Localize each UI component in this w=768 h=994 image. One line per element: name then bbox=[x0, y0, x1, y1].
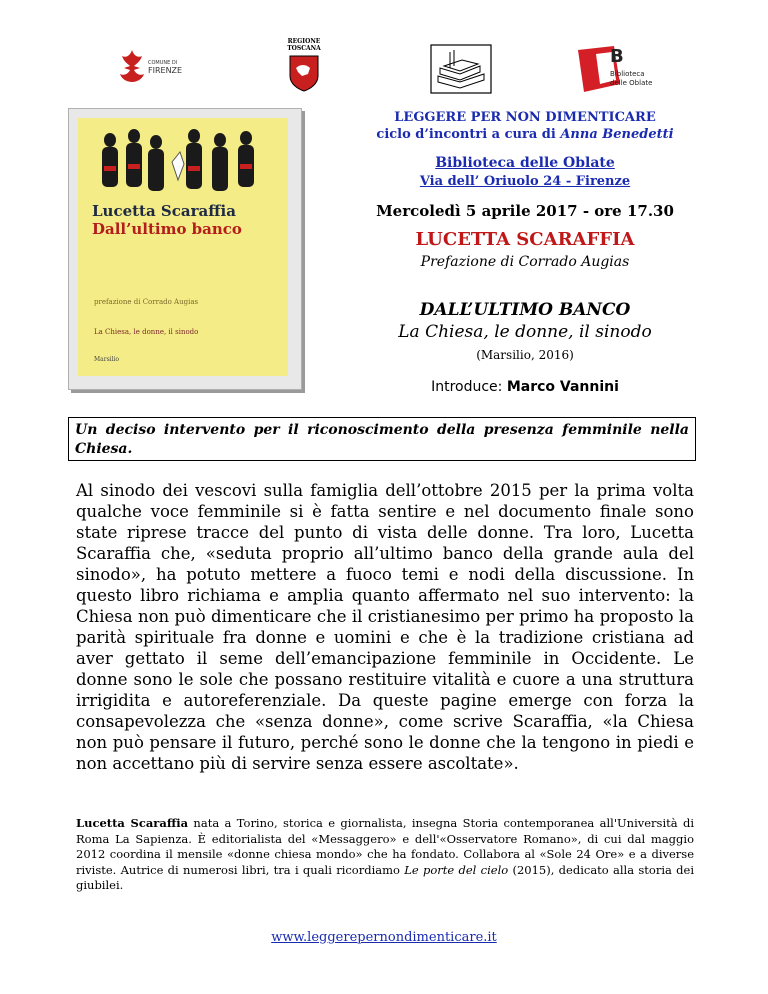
introducer bbox=[330, 379, 720, 395]
preface-credit: Prefazione di Corrado Augias bbox=[420, 254, 630, 270]
series-curator: Anna Benedetti bbox=[560, 127, 674, 142]
library-address: Via dell’ Oriuolo 24 - Firenze bbox=[419, 174, 631, 189]
series-subtitle-prefix: ciclo d’incontri a cura di bbox=[376, 127, 561, 142]
author-bio bbox=[76, 816, 694, 894]
toscana-logo-line1: REGIONE bbox=[287, 38, 321, 45]
series-title: LEGGERE PER NON DIMENTICARE bbox=[394, 110, 656, 125]
biblioteca-oblate-logo bbox=[574, 44, 664, 96]
bio-book: Le porte del cielo bbox=[404, 862, 509, 877]
book-cover-image bbox=[78, 118, 288, 376]
cover-publisher: Marsilio bbox=[94, 356, 120, 363]
cover-title: Dall’ultimo banco bbox=[92, 220, 242, 238]
book-subtitle: La Chiesa, le donne, il sinodo bbox=[398, 322, 652, 342]
bio-text-1: nata a Torino, storica e giornalista, insegna Storia contemporanea all'Università di Roma La Sapienza. È editorialista del «Messaggero» e dell'«Osservatore Romano», di cui dal maggio 2012 coordina il mensile «donne chiesa mondo» che ha fondato. Collabora al «Sole 24 Ore» e a diverse riviste. Autrice di numerosi libri, tra i quali ricordiamo bbox=[76, 816, 695, 877]
cover-author: Lucetta Scaraffia bbox=[92, 202, 236, 220]
firenze-logo-line2: FIRENZE bbox=[148, 66, 183, 75]
firenze-logo-line1: COMUNE DI bbox=[148, 60, 178, 66]
oblate-logo-line2: delle Oblate bbox=[610, 79, 653, 87]
introducer-name: Marco Vannini bbox=[506, 379, 619, 395]
description-paragraph: Al sinodo dei vescovi sulla famiglia dell’ottobre 2015 per la prima volta qualche voce femminile si è fatta sentire e nel documento finale sono state riprese tracce del punto di vista delle donne. Tra loro, Lucetta Scaraffia che, «seduta proprio all’ultimo banco della grande aula del sinodo», ha potuto mettere a fuoco temi e nodi della discussione. In questo libro richiama e amplia quanto affermato nel suo intervento: la Chiesa non può dimenticare che il cristianesimo per primo ha proposto la parità spirituale fra donne e uomini e che è la tradizione cristiana ad aver gettato il seme dell’emancipazione femminile in Occidente. Le donne sono le sole che possano restituire vitalità e cuore a una struttura irrigidita e autoreferenziale. Da queste pagine emerge con forza la consapevolezza che «senza donne», come scrive Scaraffia, «la Chiesa non può pensare il futuro, perché sono le donne che la tengono in piedi e non accettano più di servire senza essere ascoltate». bbox=[76, 481, 694, 773]
cover-subtitle: La Chiesa, le donne, il sinodo bbox=[94, 328, 199, 336]
cover-preface: prefazione di Corrado Augias bbox=[94, 298, 199, 306]
author-name: LUCETTA SCARAFFIA bbox=[415, 229, 635, 250]
bio-name: Lucetta Scaraffia bbox=[76, 816, 189, 830]
toscana-logo-line2: TOSCANA bbox=[287, 45, 321, 52]
book-title: DALL’ULTIMO BANCO bbox=[419, 300, 631, 320]
book-publisher: (Marsilio, 2016) bbox=[476, 348, 574, 362]
series-subtitle bbox=[330, 127, 720, 142]
comune-firenze-logo bbox=[112, 44, 182, 88]
event-date: Mercoledì 5 aprile 2017 - ore 17.30 bbox=[376, 202, 674, 220]
oblate-logo-line1: Biblioteca bbox=[610, 70, 645, 78]
library-name: Biblioteca delle Oblate bbox=[435, 155, 615, 171]
regione-toscana-logo bbox=[283, 38, 325, 94]
introducer-label: Introduce: bbox=[431, 379, 507, 395]
website-link[interactable]: www.leggerepernondimenticare.it bbox=[271, 930, 497, 945]
books-logo bbox=[430, 44, 492, 94]
tagline-box: Un deciso intervento per il riconoscimento della presenza femminile nella Chiesa. bbox=[68, 417, 696, 461]
oblate-logo-letter: B bbox=[610, 46, 624, 67]
bio-text-2: (2015), dedicato alla storia dei giubilei. bbox=[76, 862, 694, 892]
